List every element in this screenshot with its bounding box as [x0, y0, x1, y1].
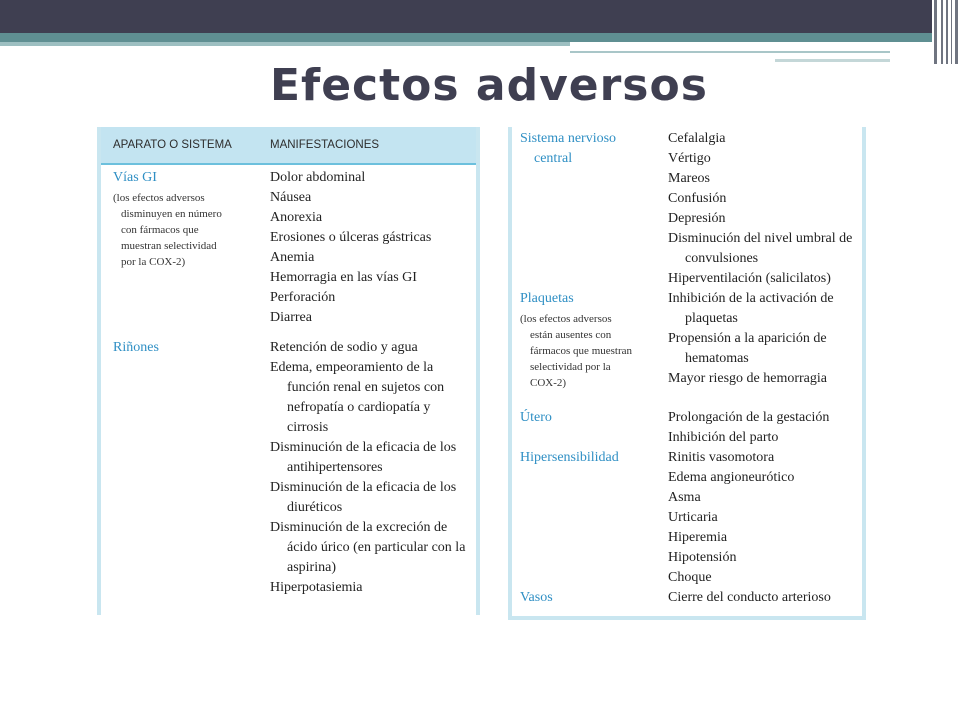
header-rule-thin — [570, 51, 890, 53]
category-vasos: Vasos — [520, 590, 553, 605]
list-item: Rinitis vasomotora — [668, 450, 775, 465]
list-item: Anorexia — [270, 210, 323, 225]
list-item: Diarrea — [270, 310, 312, 325]
table-left — [97, 127, 480, 615]
list-item: Erosiones o úlceras gástricas — [270, 230, 432, 245]
header-bar-dark — [0, 0, 932, 33]
slide-title: Efectos adversos — [270, 60, 708, 111]
list-item: Disminución de la eficacia de los antihipertensores — [270, 440, 457, 475]
list-item: Propensión a la aparición de hematomas — [668, 331, 827, 366]
list-item: Retención de sodio y agua — [270, 340, 418, 355]
list-item: Edema, empeoramiento de la función renal en sujetos con nefropatía o cardiopatía y cirrosis — [270, 360, 445, 435]
note-vias-gi: (los efectos adversos disminuyen en número con fármacos que muestran selectividad por la COX-2) — [113, 192, 222, 268]
header-rule-short — [775, 59, 890, 62]
table-right — [508, 127, 866, 620]
list-item: Hemorragia en las vías GI — [270, 270, 417, 285]
list-item: Mayor riesgo de hemorragia — [668, 371, 827, 386]
list-item: Vértigo — [668, 151, 711, 166]
list-vias-gi — [270, 168, 475, 328]
header-col-manifestations: MANIFESTACIONES — [270, 139, 380, 151]
list-item: Disminución de la excreción de ácido úrico (en particular con la aspirina) — [270, 520, 466, 575]
category-utero: Útero — [520, 410, 552, 425]
category-vias-gi: Vías GI — [113, 170, 157, 185]
list-item: Disminución del nivel umbral de convulsiones — [668, 231, 853, 266]
category-plaquetas: Plaquetas — [520, 291, 574, 306]
list-sistema-nervioso — [668, 129, 858, 289]
list-item: Edema angioneurótico — [668, 470, 795, 485]
header-vertical-lines — [932, 0, 960, 64]
table-header — [101, 127, 476, 163]
list-item: Perforación — [270, 290, 336, 305]
list-item: Confusión — [668, 191, 727, 206]
header-col-system: APARATO O SISTEMA — [113, 139, 232, 151]
header-gap — [570, 44, 890, 47]
category-rinones: Riñones — [113, 340, 159, 355]
list-item: Disminución de la eficacia de los diuréticos — [270, 480, 457, 515]
category-sistema-nervioso: Sistema nervioso central — [520, 131, 617, 166]
list-item: Anemia — [270, 250, 315, 265]
list-item: Dolor abdominal — [270, 170, 366, 185]
list-item: Prolongación de la gestación — [668, 410, 830, 425]
list-item: Inhibición del parto — [668, 430, 779, 445]
list-item: Asma — [668, 490, 701, 505]
note-plaquetas: (los efectos adversos están ausentes con fármacos que muestran selectividad por la COX-2) — [520, 313, 633, 389]
list-item: Urticaria — [668, 510, 718, 525]
list-plaquetas — [668, 289, 858, 389]
list-item: Inhibición de la activación de plaquetas — [668, 291, 834, 326]
list-item: Hiperpotasiemia — [270, 580, 363, 595]
list-item: Cierre del conducto arterioso — [668, 590, 831, 605]
list-item: Hiperemia — [668, 530, 728, 545]
list-item: Náusea — [270, 190, 312, 205]
category-hipersensibilidad: Hipersensibilidad — [520, 450, 619, 465]
list-item: Depresión — [668, 211, 726, 226]
list-utero — [668, 408, 858, 448]
header-rule — [101, 163, 476, 165]
list-rinones — [270, 338, 475, 598]
list-hipersensibilidad — [668, 448, 858, 588]
list-item: Choque — [668, 570, 712, 585]
list-item: Mareos — [668, 171, 710, 186]
header-bar-light — [0, 42, 570, 46]
list-item: Cefalalgia — [668, 131, 726, 146]
list-vasos — [668, 588, 858, 608]
header-bar-teal — [0, 33, 932, 42]
list-item: Hipotensión — [668, 550, 737, 565]
list-item: Hiperventilación (salicilatos) — [668, 271, 831, 286]
